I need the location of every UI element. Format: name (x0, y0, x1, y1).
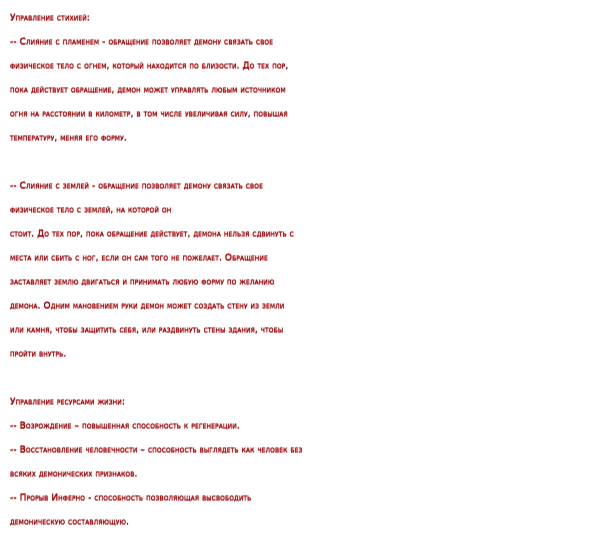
text-line: физическое тело с землей, на которой он (10, 205, 172, 215)
text-line: -- Возрождение – повышенная способность к регенерации. (10, 421, 240, 431)
text-line: -- Восстановление человечности – способность выглядеть как человек без (10, 445, 303, 455)
text-line: или камня, чтобы защитить себя, или раздвинуть стены здания, чтобы (10, 325, 284, 335)
text-line: пройти внутрь. (10, 349, 67, 359)
text-line: стоит. До тех пор, пока обращение действует, демона нельзя сдвинуть с (10, 229, 294, 239)
text-line: -- Слияние с пламенем - обращение позволяет демону связать свое (10, 37, 274, 47)
text-line: огня на расстоянии в километр, в том числе увеличивая силу, повышая (10, 109, 288, 119)
text-line: демоническую составляющую. (10, 517, 130, 527)
text-line: всяких демонических признаков. (10, 469, 138, 479)
paragraph-spacer (10, 366, 594, 390)
text-line: -- Прорыв Инферно - способность позволяющая высвободить (10, 493, 252, 503)
text-line: температуру, меняя его форму. (10, 133, 127, 143)
section-earth-fusion (10, 174, 594, 366)
section-heading: Управление ресурсами жизни: (10, 397, 126, 407)
text-line: места или сбить с ног, если он сам того не пожелает. Обращение (10, 253, 268, 263)
section-heading: Управление стихией: (10, 13, 90, 23)
paragraph-spacer (10, 150, 594, 174)
text-line: демона. Одним мановением руки демон может создать стену из земли (10, 301, 285, 311)
text-line: физическое тело с огнем, который находится по близости. До тех пор, (10, 61, 289, 71)
text-line: -- Слияние с землей - обращение позволяет демону связать свое (10, 181, 263, 191)
document-text (10, 6, 594, 534)
section-elemental-control (10, 6, 594, 150)
section-life-resources (10, 390, 594, 534)
text-line: пока действует обращение, демон может управлять любым источником (10, 85, 286, 95)
text-line: заставляет землю двигаться и принимать любую форму по желанию (10, 277, 275, 287)
